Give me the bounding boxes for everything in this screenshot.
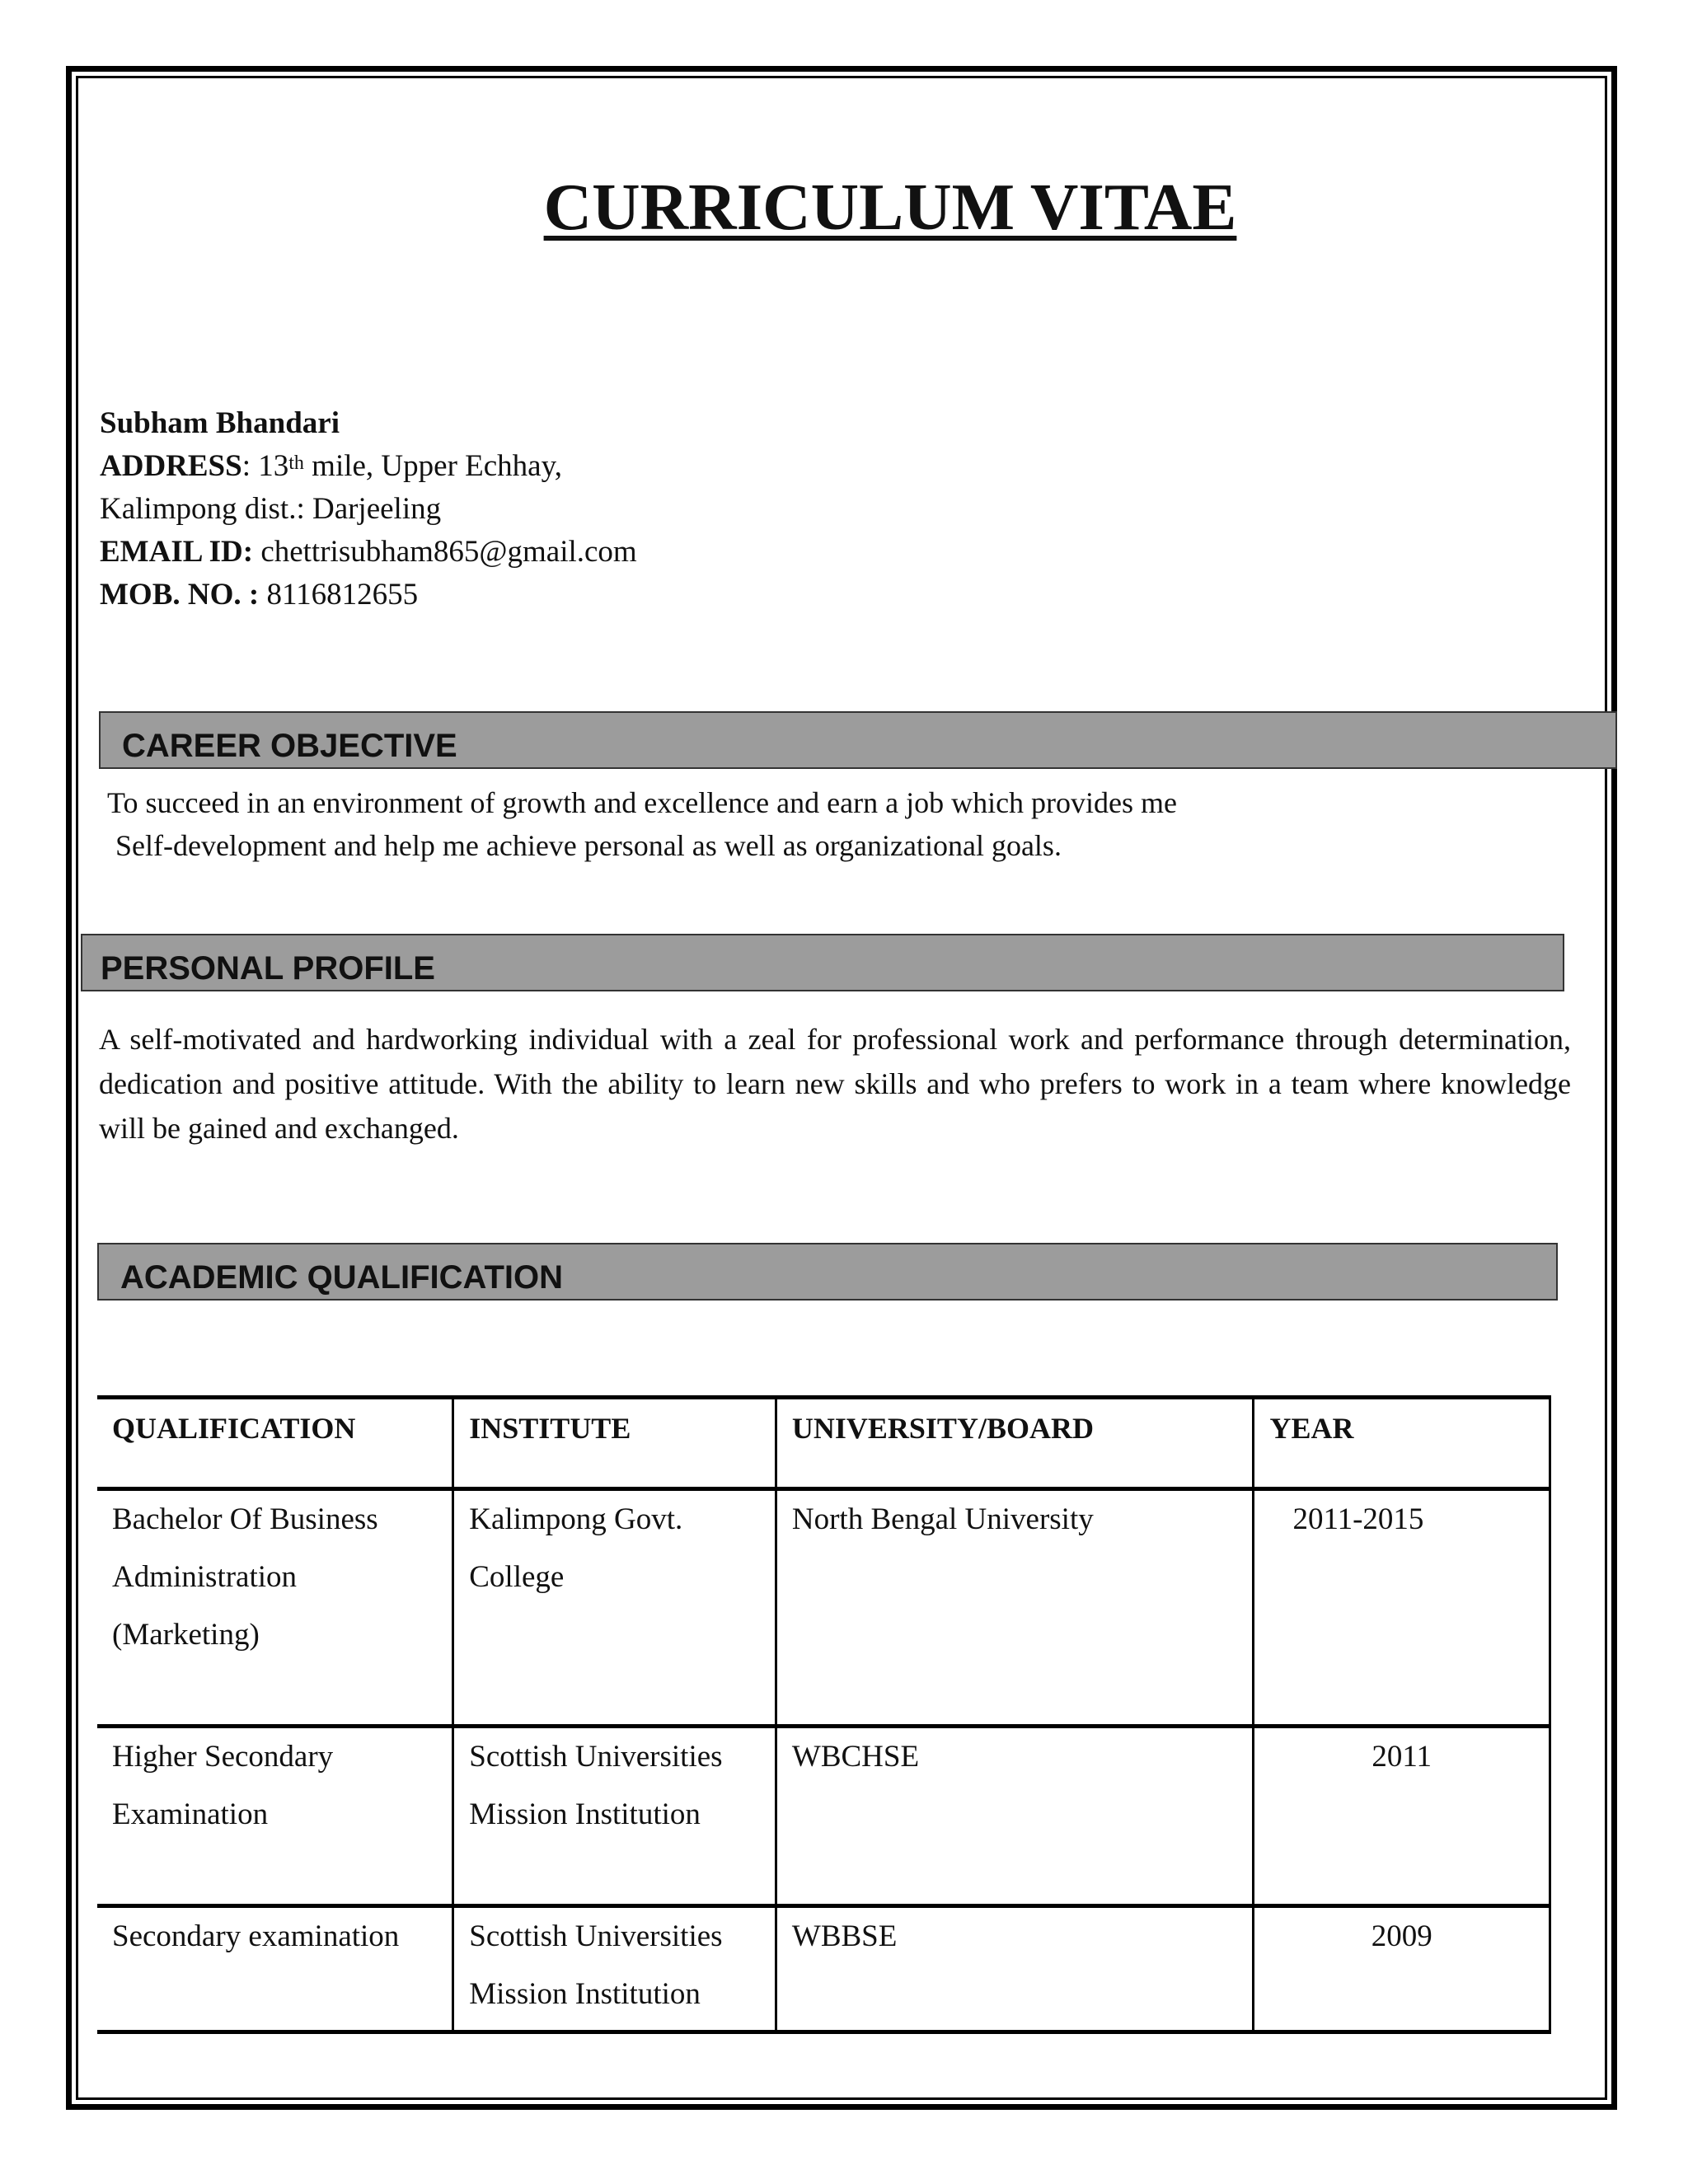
address-line-1: ADDRESS: 13th mile, Upper Echhay, [100,449,562,483]
career-objective-text: To succeed in an environment of growth and excellence and earn a job which provides me Self-development and help me achieve personal as well as organizational goals. [107,786,1178,862]
address-line-2: Kalimpong dist.: Darjeeling [100,492,442,526]
cell-qualification: Bachelor Of Business Administration (Marketing) [97,1489,453,1727]
email-line: EMAIL ID: chettrisubham865@gmail.com [100,535,637,569]
cell-institute: Kalimpong Govt. College [453,1489,776,1727]
cell-university-board: WBBSE [776,1906,1254,2032]
cell-qualification: Higher Secondary Examination [97,1727,453,1906]
header-qualification: QUALIFICATION [97,1398,453,1489]
table-header-row [97,1398,1550,1489]
header-year: YEAR [1254,1398,1550,1489]
contact-block [100,402,637,616]
cell-year: 2011 [1254,1727,1550,1906]
personal-profile-heading: PERSONAL PROFILE [81,934,1564,991]
candidate-name: Subham Bhandari [100,406,340,440]
table-row [97,1489,1550,1727]
table-row [97,1906,1550,2032]
cell-qualification: Secondary examination [97,1906,453,2032]
academic-table [97,1395,1551,2034]
table-row [97,1727,1550,1906]
academic-qualification-heading: ACADEMIC QUALIFICATION [97,1243,1558,1301]
cell-institute: Scottish Universities Mission Institution [453,1906,776,2032]
cell-year: 2009 [1254,1906,1550,2032]
career-objective-heading: CAREER OBJECTIVE [99,711,1617,769]
mobile-line: MOB. NO. : 8116812655 [100,578,419,612]
header-university-board: UNIVERSITY/BOARD [776,1398,1254,1489]
page-title: CURRICULUM VITAE [543,170,1237,244]
personal-profile-text: A self-motivated and hardworking individual with a zeal for professional work and performance through determination, dedication and positive attitude. With the ability to learn new skills and who prefers to work in a team where knowledge will be gained and exchanged. [99,1023,1571,1145]
cell-university-board: North Bengal University [776,1489,1254,1727]
header-institute: INSTITUTE [453,1398,776,1489]
cell-institute: Scottish Universities Mission Institution [453,1727,776,1906]
cell-year: 2011-2015 [1254,1489,1550,1727]
cell-university-board: WBCHSE [776,1727,1254,1906]
